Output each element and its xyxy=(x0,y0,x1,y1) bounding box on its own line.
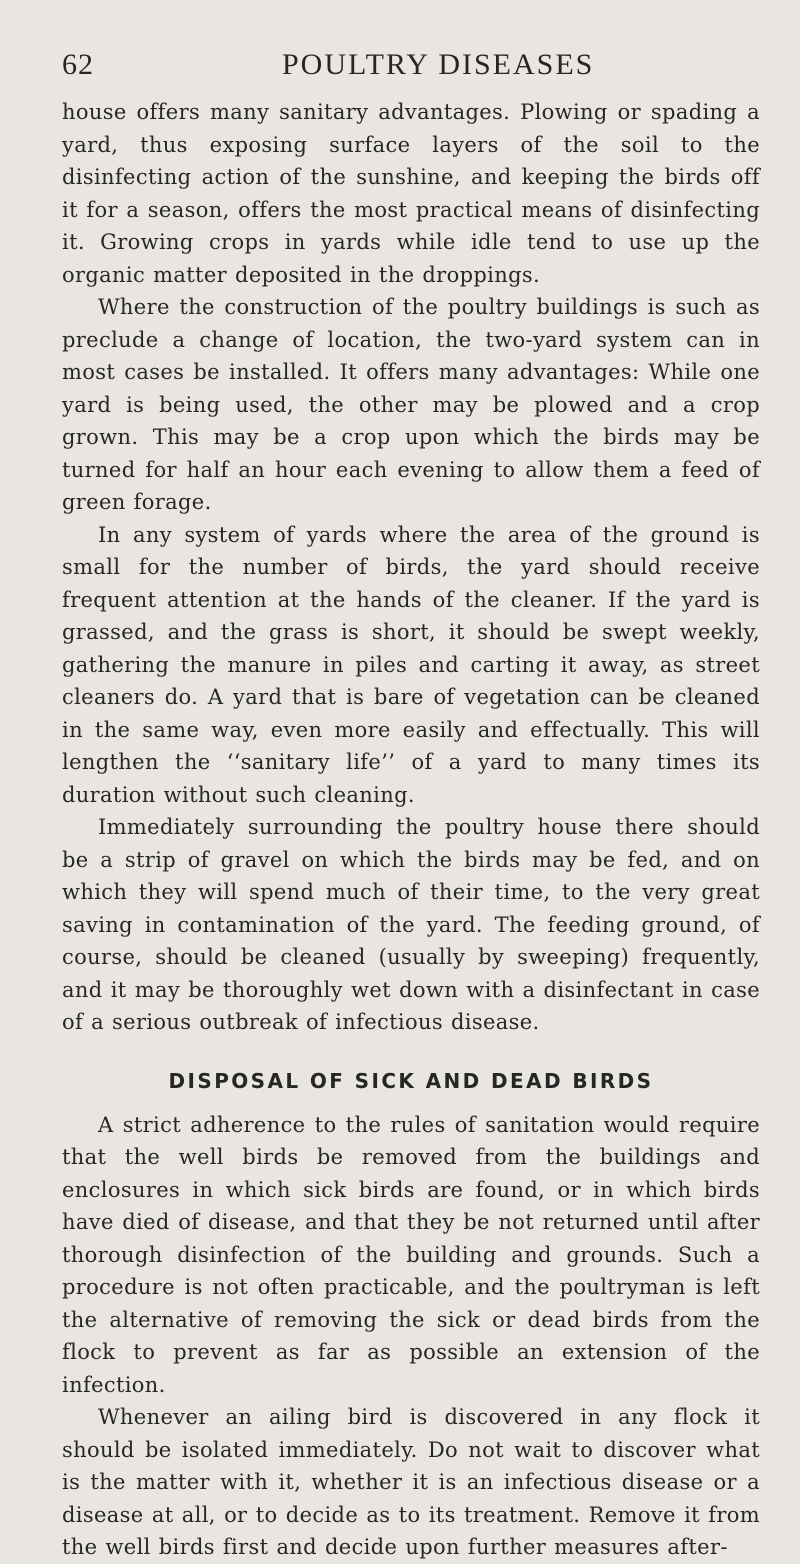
page-number: 62 xyxy=(62,48,94,81)
running-head xyxy=(62,48,764,88)
paragraph-yard-cleaning: In any system of yards where the area of the ground is small for the number of birds, the yard should receive frequent attention at the hands of the cleaner. If the yard is grassed, and the grass is short, it should be swept weekly, gathering the manure in piles and carting it away, as street cleaners do. A yard that is bare of vegetation can be cleaned in the same way, even more easily and effectually. This will lengthen the ‘‘sanitary life’’ of a yard to many times its duration without such cleaning. xyxy=(62,522,760,807)
paragraph-strict-sanitation: A strict adherence to the rules of sanitation would require that the well birds be removed from the buildings and enclosures in which sick birds are found, or in which birds have died of disease, and that they be not returned until after thorough disinfection of the building and grounds. Such a procedure is not often practicable, and the poultryman is left the alternative of removing the sick or dead birds from the flock to prevent as far as possible an extension of the infection. xyxy=(62,1112,760,1397)
section-heading: DISPOSAL OF SICK AND DEAD BIRDS xyxy=(168,1068,654,1093)
paragraph-yard-sanitation: house offers many sanitary advantages. Plowing or spading a yard, thus exposing surface layers of the soil to the disinfecting action of the sunshine, and keeping the birds off it for a season, offers the most practical means of disinfecting it. Growing crops in yards while idle tend to use up the organic matter deposited in the droppings. xyxy=(62,100,760,287)
book-title: POULTRY DISEASES xyxy=(282,48,595,81)
paragraph-two-yard-system: Where the construction of the poultry buildings is such as preclude a change of location, the two-yard system can in most cases be installed. It offers many advantages: While one yard is being used, the other may be plowed and a crop grown. This may be a crop upon which the birds may be turned for half an hour each evening to allow them a feed of green forage. xyxy=(62,295,760,514)
paragraph-isolate-ailing-bird: Whenever an ailing bird is discovered in any flock it should be isolated immediately. Do not wait to discover what is the matter with it, whether it is an infectious disease or a disease at all, or to decide as to its treatment. Remove it from the well birds first and decide upon further measures after- xyxy=(62,1405,760,1559)
body-text xyxy=(62,96,760,1564)
paragraph-gravel-strip: Immediately surrounding the poultry house there should be a strip of gravel on which the birds may be fed, and on which they will spend much of their time, to the very great saving in contamination of the yard. The feeding ground, of course, should be cleaned (usually by sweeping) frequently, and it may be thoroughly wet down with a disinfectant in case of a serious outbreak of infectious disease. xyxy=(62,815,760,1034)
